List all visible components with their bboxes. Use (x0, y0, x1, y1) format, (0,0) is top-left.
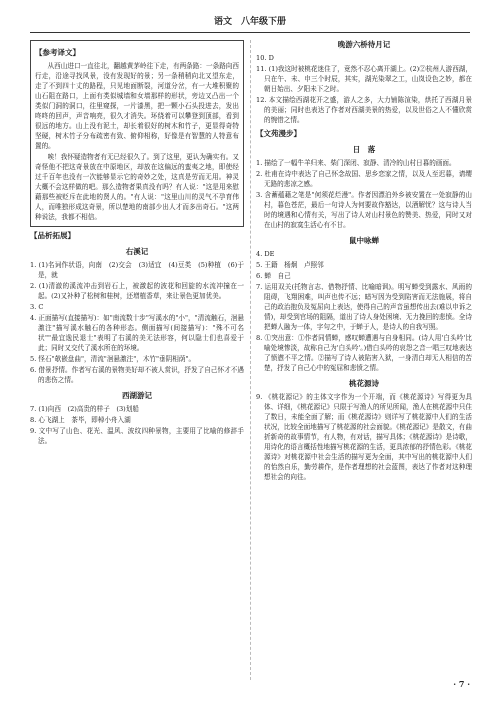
answer-item: 12. 本文描绘西湖花开之盛，游人之多，大力铺陈渲染，烘托了西湖月景的美丽；同时也表达了作者对西湖美景的热爱，以及世俗之人不懂欣赏的惋惜之情。 (256, 96, 472, 124)
section-title: 鼠中咏蝉 (349, 236, 379, 245)
answer-item: 2. 杜甫在诗中表达了自己怀念故国、思乡恋家之情，以及人至迟暮，请缨无路的悲凉之感。 (256, 170, 472, 188)
section-title: 晚游六桥待月记 (337, 40, 391, 49)
translation-heading: 【参考译文】 (35, 48, 80, 57)
answer-item: 2. (1)清澈的溪流冲击到岩石上，被激起的波花和回旋的水流冲撞在一起。(2)又补种了松树和桂树，还增植香草，来让景色更加优美。 (30, 282, 244, 300)
section-title: 桃花源诗 (349, 379, 379, 388)
answers-heading: 【品析拓展】 (30, 231, 75, 240)
answer-item: 4. DE (256, 250, 275, 258)
answer-item: 9. 文中写了山色、花光、温风、波纹四种景物，主要用了比喻的修辞手法。 (30, 427, 244, 445)
page-number: · 7 · (453, 679, 470, 689)
left-column (30, 40, 244, 447)
answer-item: 1. (1)名词作状语，向南 (2)交会 (3)适宜 (4)豆类 (5)种植 (6)于是，就 (30, 261, 244, 279)
answer-item: 8. 心飞湖上 茶毕，即棹小舟入湖 (30, 416, 131, 424)
answer-item: 6. 蝉 自己 (256, 272, 291, 280)
translation-paragraph: 唉！我怀疑造物者有无已经很久了。到了这里，更认为确实有。又奇怪他不把这奇景放在中原地区，却放在这偏远的蛮夷之地，即使经过千百年也没有一次能够显示它的奇妙之处，这真是劳而无用。神灵大概不会这样做的吧。那么造物者果真没有吗？有人说："这是用来慰藉那些被贬斥在此地的贤人的。"有人说："这里山川的灵气不孕育伟人，而唯独形成这奇景，所以楚地的南部少出人才而多出奇石。"这两种说法，我都不相信。 (35, 153, 239, 221)
header-title: 语文 八年级下册 (213, 17, 286, 27)
answer-item: 4. 正面描写(直接描写)：如"南流数十步"写溪水的"小"，"清流触石，洄悬激注"描写溪水触石的各种形态。侧面描写(间接描写)："殊不可名状""最宜逸民退士"表明了右溪的美无法形容，何以隐士们也喜爱于此；同时又交代了溪水所在的环境。 (30, 314, 244, 352)
wenyuan-heading: 【文苑漫步】 (256, 129, 301, 138)
answer-item: 5. 怪石"欹嵌盘曲"，清流"洄悬激注"，木竹"垂阴相荫"。 (30, 355, 196, 363)
answer-item: 5. 王籍 杨炯 卢照邻 (256, 261, 324, 269)
translation-box (30, 40, 244, 227)
answer-item: 3. 含蓄蕴藉之笔是"何须花烂漫"。作者因漂泊外乡被安置在一处寂静的山村，暮色苍茫，最后一句诗人为何要故作豁达，以酒解忧？这与诗人当时的境遇和心情有关，写出了诗人对山村景色的赞美、热爱，同时又对在山村的寂寞生活心有不甘。 (256, 191, 472, 229)
answer-item: 1. 描绘了一幅牛羊归来、柴门深闭、寂静、清冷的山村日暮的画面。 (256, 159, 456, 167)
section-title: 西湖游记 (122, 391, 152, 400)
right-column (256, 40, 472, 483)
section-title: 日 落 (352, 145, 376, 154)
column-divider (250, 40, 251, 680)
answer-item: 3. C (30, 303, 44, 311)
answer-item: 8. ①突出意：①作者同情蝉，感叹蝉遭遇与自身相同。(诗人用'白头吟'比喻处境惨淡，故称自己为'白头吟'。)借白头吟的哀怨之音一唱三叹地表达了愤懑不平之情。②描写了诗人被陷害入狱，一身清白却无人相信的苦楚，抒发了自己心中的冤屈和悲愤之情。 (256, 334, 472, 372)
answer-item: 10. D (256, 54, 274, 62)
section-title: 右溪记 (125, 247, 149, 256)
answer-item: 11. (1)我这时被桃花迷住了，竟然不忍心离开湖上。(2)②杭州人游西湖，只在午、未、申三个时辰，其实，湖光染翠之工，山岚设色之妙，都在朝日始出、夕阳未下之时。 (256, 65, 472, 93)
translation-paragraph: 从西山进口一直往北，翻越黄茅岭往下走，有两条路：一条路向西行走，沿途寻找风景，没有发现好的景；另一条稍稍向北又望东走，走了不到四十丈的路程，只见地面断裂，河道分岔，有一大堆积聚的山石阻在路口，上面有类似城墙和女墙那样的形状，旁边又凸出一个类似门洞的洞口，往里窥探，一片漆黑，把一颗小石头投进去，发出咚咚的回声，声音响亮，很久才消失。环绕着可以攀登到顶部，看到很远的地方。山上没有泥土，却长着很好的树木和竹子，更显得奇特坚硬，树木竹子分布疏密有致、俯仰相称，好像是有智慧的人特意布置的。 (35, 62, 239, 150)
answer-item: 7. (1)向西 (2)高贵的样子 (3)划船 (30, 405, 139, 413)
answer-item: 9. 《桃花源记》的主体文字作为一个开端，而《桃花源诗》写得更为具体、详细，《桃花源记》只限于写渔人的所见所闻，渔人在桃花源中只住了数日，未能全面了解；而《桃花源诗》则详写了桃花源中人们的生活状况，比较全面地描写了桃花源的社会面貌。《桃花源记》是散文，有曲折新奇的故事情节，有人物，有对话，描写具体；《桃花源诗》是诗歌，用诗化的语言概括性地描写桃花源的生活，更具浓郁的抒情色彩。《桃花源诗》对桃花源中社会生活的描写更为全面，其中写出的桃花源中人们的怡然自乐，勤劳耕作，是作者理想的社会蓝图，表达了作者对这种理想社会的向往。 (256, 393, 472, 481)
answer-item: 6. 借景抒情。作者写右溪的景物美好却不被人赏识，抒发了自己怀才不遇的悲伤之情。 (30, 366, 244, 384)
answer-item: 7. 运用双关(托物言志、借物抒情、比喻暗讽)。明写蝉受到露水、风雨的阻碍，飞翔困难，叫声也传不远；暗写因为受到陷害而无法施展，将自己的政治抱负及冤屈向上表达，使得自己的声音虽想传出去(难以申诉之情)，却受到官场的阻隔，道出了诗人身处困境、无力挽回的悲愤。全诗把蝉人融为一体，字句之中，于蝉于人，是诗人的自我写照。 (256, 283, 472, 331)
page-header (30, 14, 470, 33)
